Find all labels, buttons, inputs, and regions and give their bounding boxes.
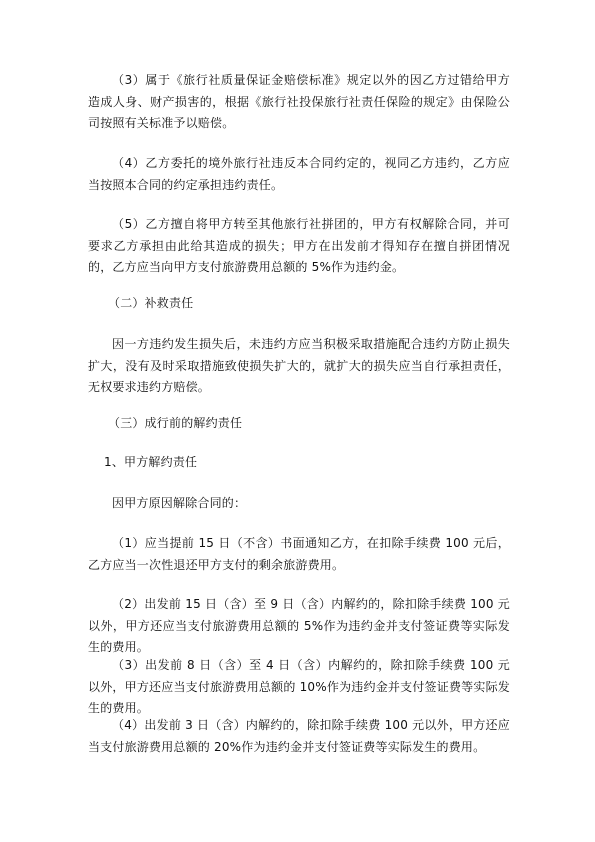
subheading-party-a: 1、甲方解约责任	[104, 455, 198, 469]
paragraph-clause-5: （5）乙方擅自将甲方转至其他旅行社拼团的，甲方有权解除合同，并可要求乙方承担由此给其造成的损失；甲方在出发前才得知存在擅自拼团情况的，乙方应当向甲方支付旅游费用总额的 5%作为违约金。	[88, 217, 510, 274]
paragraph-remedy: 因一方违约发生损失后，未违约方应当积极采取措施配合违约方防止损失扩大，没有及时采取措施致使损失扩大的，就扩大的损失应当自行承担责任，无权要求违约方赔偿。	[88, 337, 510, 394]
section-heading-pre-departure: （三）成行前的解约责任	[108, 416, 243, 430]
paragraph-clause-3: （3）属于《旅行社质量保证金赔偿标准》规定以外的因乙方过错给甲方造成人身、财产损害的，根据《旅行社投保旅行社责任保险的规定》由保险公司按照有关标准予以赔偿。	[88, 73, 510, 130]
paragraph-item-2: （2）出发前 15 日（含）至 9 日（含）内解约的，除扣除手续费 100 元以外，甲方还应当支付旅游费用总额的 5%作为违约金并支付签证费等实际发生的费用。	[88, 597, 510, 654]
paragraph-item-3: （3）出发前 8 日（含）至 4 日（含）内解约的，除扣除手续费 100 元以外，甲方还应当支付旅游费用总额的 10%作为违约金并支付签证费等实际发生的费用。	[88, 658, 510, 715]
paragraph-intro: 因甲方原因解除合同的：	[112, 496, 247, 510]
paragraph-item-1: （1）应当提前 15 日（不含）书面通知乙方，在扣除手续费 100 元后，乙方应当一次性退还甲方支付的剩余旅游费用。	[88, 536, 510, 572]
section-heading-remedy: （二）补救责任	[108, 296, 194, 310]
paragraph-clause-4: （4）乙方委托的境外旅行社违反本合同约定的，视同乙方违约，乙方应当按照本合同的约定承担违约责任。	[88, 156, 510, 192]
paragraph-item-4: （4）出发前 3 日（含）内解约的，除扣除手续费 100 元以外，甲方还应当支付旅游费用总额的 20%作为违约金并支付签证费等实际发生的费用。	[88, 718, 510, 754]
